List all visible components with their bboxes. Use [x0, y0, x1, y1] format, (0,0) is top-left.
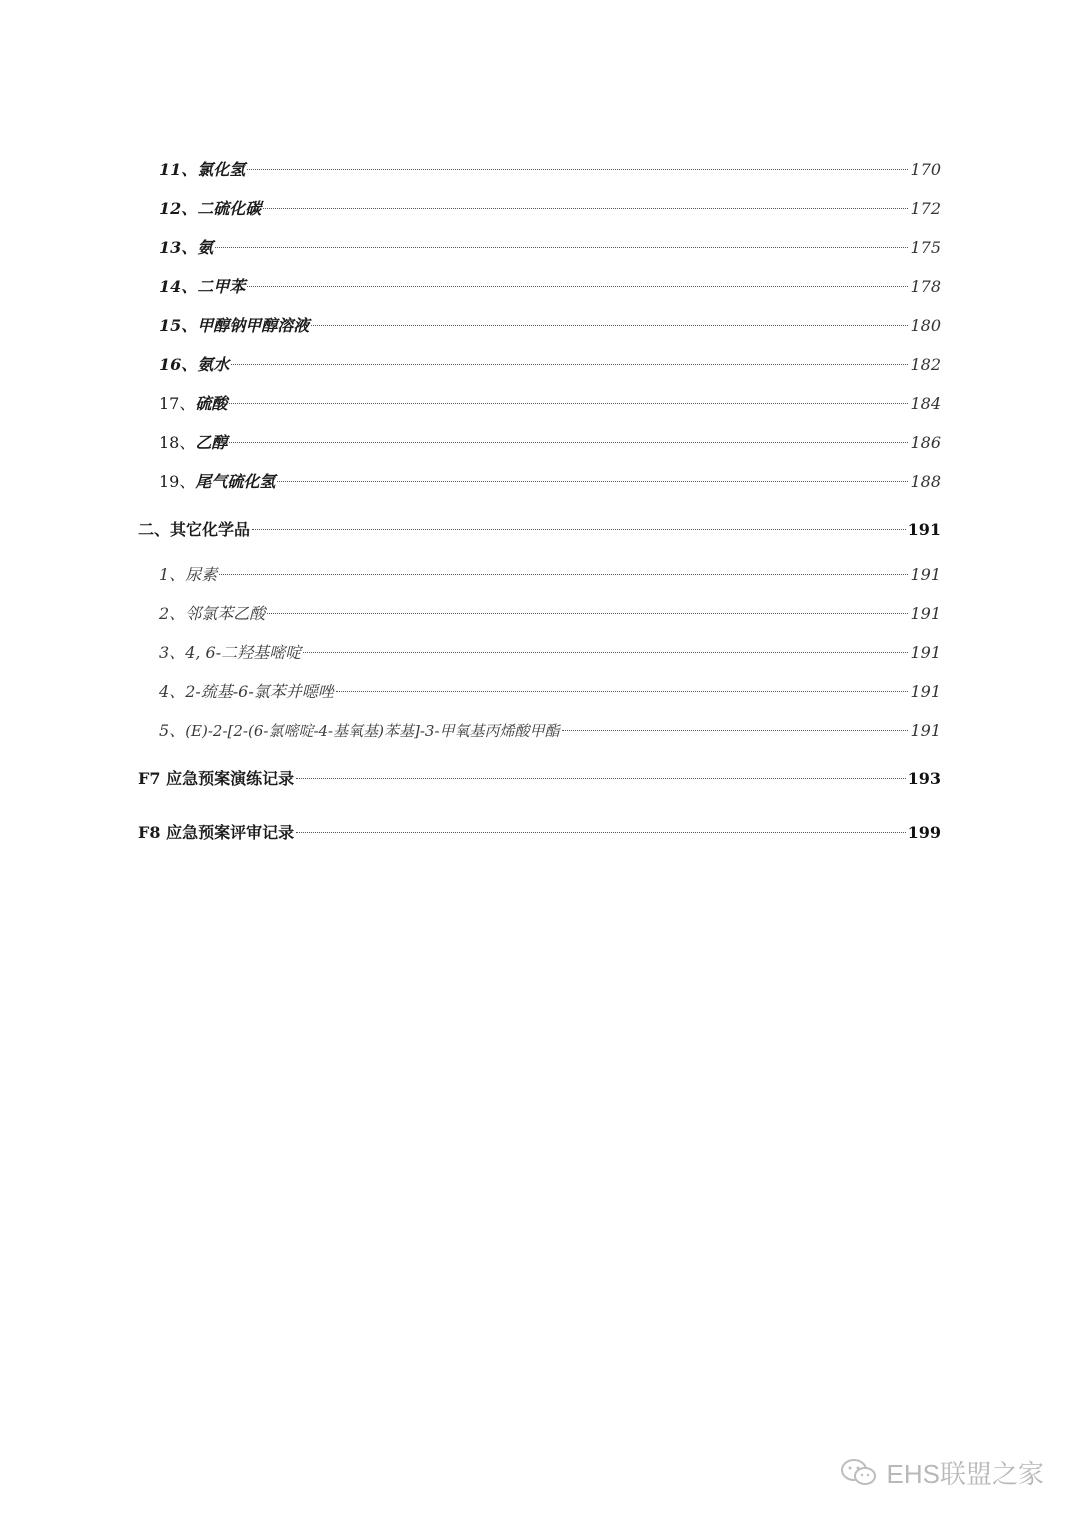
toc-section-label: F8 应急预案评审记录	[138, 823, 295, 842]
toc-entry[interactable]	[138, 423, 941, 462]
toc-leader-dots	[303, 652, 908, 653]
toc-section-heading[interactable]	[138, 804, 941, 858]
watermark	[839, 1454, 1044, 1491]
toc-section-label: F7 应急预案演练记录	[138, 769, 295, 788]
toc-entry-page: 191	[910, 682, 941, 701]
toc-entry-label: 尾气硫化氢	[195, 472, 276, 491]
toc-entry-number: 15、	[159, 316, 198, 335]
toc-entry-number: 11、	[159, 160, 198, 179]
toc-entry[interactable]	[138, 672, 941, 711]
toc-section-page: 193	[907, 769, 941, 788]
toc-entry-label: 氨水	[197, 355, 230, 374]
toc-leader-dots	[562, 730, 909, 731]
toc-entry-label: 2-巯基-6-氯苯并噁唑	[185, 682, 334, 701]
toc-entry-number: 12、	[159, 199, 198, 218]
toc-leader-dots	[229, 442, 908, 443]
toc-entry[interactable]	[138, 594, 941, 633]
toc-entry-page: 191	[910, 643, 941, 662]
toc-leader-dots	[263, 208, 908, 209]
toc-entry[interactable]	[138, 189, 941, 228]
toc-entry-number: 4、	[159, 682, 186, 701]
toc-leader-dots	[247, 286, 908, 287]
toc-leader-dots	[277, 481, 908, 482]
toc-entry-label: 尿素	[185, 565, 218, 584]
toc-entry-page: 180	[910, 316, 941, 335]
toc-entry-number: 3、	[159, 643, 186, 662]
toc-leader-dots	[215, 247, 908, 248]
toc-entry-page: 186	[910, 433, 941, 452]
toc-section-heading[interactable]	[138, 501, 941, 555]
toc-entry-number: 17、	[159, 394, 196, 413]
toc-entry-page: 184	[910, 394, 941, 413]
toc-entry-number: 16、	[159, 355, 198, 374]
toc-entry[interactable]	[138, 633, 941, 672]
toc-entry[interactable]	[138, 462, 941, 501]
toc-entry-number: 1、	[159, 565, 186, 584]
toc-leader-dots	[336, 691, 909, 692]
toc-leader-dots	[311, 325, 908, 326]
toc-entry-label: 乙醇	[195, 433, 228, 452]
wechat-icon	[839, 1458, 879, 1488]
toc-entry-number: 19、	[159, 472, 196, 491]
toc-leader-dots	[247, 169, 908, 170]
toc-entry-label: 氨	[197, 238, 214, 257]
table-of-contents	[138, 150, 941, 858]
watermark-text: EHS联盟之家	[886, 1459, 1044, 1489]
toc-entry-label: 邻氯苯乙酸	[185, 604, 266, 623]
toc-leader-dots	[267, 613, 908, 614]
toc-entry[interactable]	[138, 267, 941, 306]
toc-entry-page: 172	[910, 199, 941, 218]
toc-entry[interactable]	[138, 345, 941, 384]
toc-entry-number: 14、	[159, 277, 198, 296]
toc-entry[interactable]	[138, 228, 941, 267]
toc-leader-dots	[219, 574, 908, 575]
toc-entry[interactable]	[138, 555, 941, 594]
toc-leader-dots	[296, 832, 906, 833]
toc-entry-label: 二甲苯	[197, 277, 246, 296]
toc-entry-label: (E)-2-[2-(6-氯嘧啶-4-基氧基)苯基]-3-甲氧基丙烯酸甲酯	[185, 722, 560, 740]
toc-entry-label: 硫酸	[195, 394, 228, 413]
toc-entry-label: 4, 6-二羟基嘧啶	[185, 643, 302, 662]
toc-entry-number: 13、	[159, 238, 198, 257]
toc-section-page: 191	[907, 520, 941, 539]
toc-entry-label: 二硫化碳	[197, 199, 262, 218]
toc-entry-page: 175	[910, 238, 941, 257]
toc-entry-page: 182	[910, 355, 941, 374]
toc-entry-page: 191	[910, 721, 941, 740]
toc-entry[interactable]	[138, 711, 941, 750]
toc-entry-page: 178	[910, 277, 941, 296]
toc-entry-number: 2、	[159, 604, 186, 623]
toc-section-label: 二、其它化学品	[138, 520, 251, 539]
toc-section-heading[interactable]	[138, 750, 941, 804]
toc-leader-dots	[252, 529, 906, 530]
toc-entry-number: 18、	[159, 433, 196, 452]
toc-entry[interactable]	[138, 306, 941, 345]
toc-entry-number: 5、	[159, 721, 186, 740]
toc-entry-page: 188	[910, 472, 941, 491]
toc-entry-label: 氯化氢	[197, 160, 246, 179]
toc-leader-dots	[231, 364, 908, 365]
toc-section-page: 199	[907, 823, 941, 842]
toc-entry-page: 170	[910, 160, 941, 179]
toc-entry[interactable]	[138, 150, 941, 189]
toc-leader-dots	[229, 403, 908, 404]
toc-entry[interactable]	[138, 384, 941, 423]
toc-entry-page: 191	[910, 604, 941, 623]
toc-entry-page: 191	[910, 565, 941, 584]
toc-entry-label: 甲醇钠甲醇溶液	[197, 316, 310, 335]
toc-leader-dots	[296, 778, 906, 779]
